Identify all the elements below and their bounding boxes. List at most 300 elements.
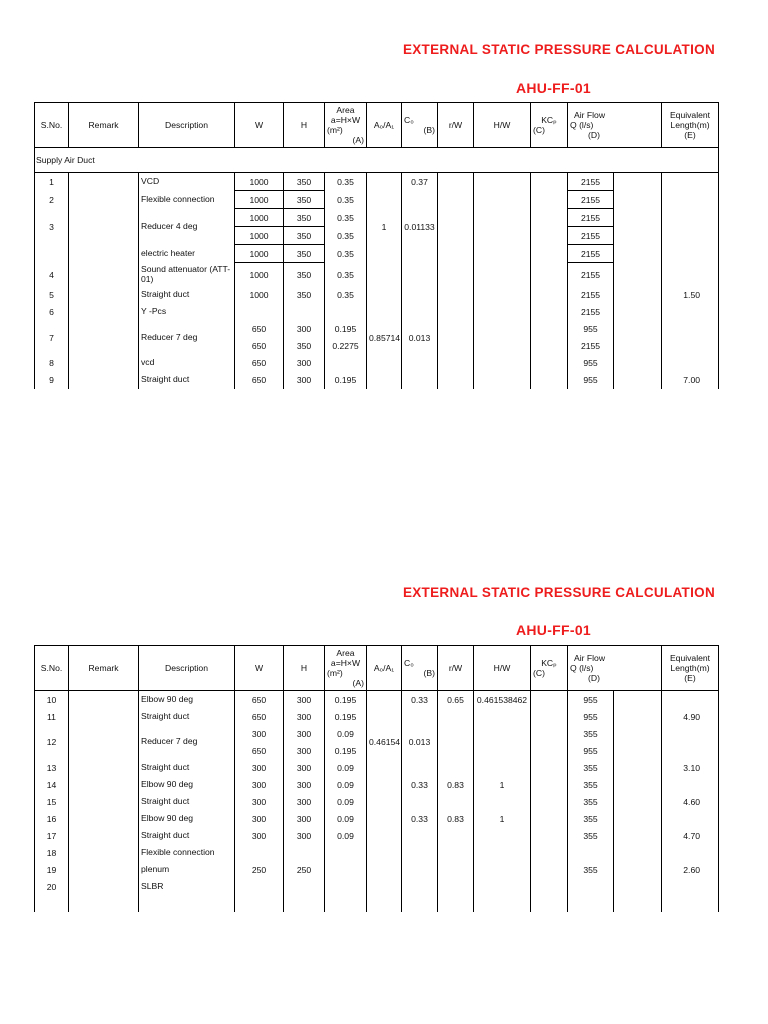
cell-ratio [367,173,402,191]
cell-rw [438,287,474,304]
cell-w: 300 [235,793,284,810]
cell-desc: vcd [139,355,235,372]
cell-eq [662,878,719,895]
cell-desc: Reducer 7 deg [139,321,235,355]
cell-co: 0.37 [402,173,438,191]
cell-h: 350 [284,287,325,304]
header-rw: r/W [438,646,474,691]
cell-h: 300 [284,372,325,389]
cell-blank [614,321,662,355]
cell-rw [438,793,474,810]
header-h: H [284,103,325,148]
cell-h: 300 [284,725,325,742]
header-co-1: C₀ [404,115,414,125]
cell-eq [662,691,719,709]
cell-remark [69,173,139,191]
cell-eq [662,304,719,321]
cell-sno: 13 [35,759,69,776]
cell-eq [662,263,719,287]
cell-desc: Straight duct [139,372,235,389]
cell-h: 250 [284,861,325,878]
cell-eq [662,209,719,245]
cell-eq [662,810,719,827]
cell-ratio [367,776,402,793]
cell-sno: 20 [35,878,69,895]
cell-remark [69,372,139,389]
table-row [35,173,719,191]
cell-q: 2155 [568,304,614,321]
cell-kc [531,209,568,245]
cell-desc: Flexible connection [139,844,235,861]
cell-kc [531,321,568,355]
cell-h [284,878,325,895]
cell-remark [69,861,139,878]
cell-q: 2155 [568,338,614,355]
cell-sno: 10 [35,691,69,709]
cell-area [325,878,367,895]
cell-w: 650 [235,691,284,709]
table-row [35,708,719,725]
cell-rw [438,895,474,912]
cell-rw: 0.83 [438,776,474,793]
cell-remark [69,191,139,209]
cell-hw: 1 [474,810,531,827]
cell-rw [438,304,474,321]
cell-blank [614,372,662,389]
cell-q: 955 [568,321,614,338]
header-kc [531,646,568,691]
cell-blank [614,878,662,895]
cell-q: 2155 [568,245,614,263]
cell-q: 2155 [568,209,614,227]
cell-eq [662,245,719,263]
cell-hw [474,191,531,209]
cell-area: 0.195 [325,691,367,709]
cell-desc: VCD [139,173,235,191]
cell-hw [474,245,531,263]
header-area-2: a=H×W [330,115,361,125]
cell-ratio [367,844,402,861]
header-area-3: (m²) [327,668,343,678]
cell-hw: 1 [474,776,531,793]
header-af-2: Q (l/s) [570,663,594,673]
cell-sno: 1 [35,173,69,191]
sheet-title: EXTERNAL STATIC PRESSURE CALCULATION [402,42,715,57]
cell-rw [438,844,474,861]
cell-h: 350 [284,173,325,191]
cell-desc: electric heater [139,245,235,263]
cell-q: 2155 [568,191,614,209]
header-co [402,103,438,148]
header-ratio: A₀/A₁ [367,103,402,148]
cell-rw [438,759,474,776]
cell-ratio: 1 [367,209,402,245]
cell-kc [531,725,568,759]
cell-w: 1000 [235,209,284,227]
header-airflow [568,646,662,691]
cell-blank [614,355,662,372]
table-row [35,304,719,321]
cell-sno: 11 [35,708,69,725]
cell-rw [438,191,474,209]
cell-w: 300 [235,725,284,742]
cell-area: 0.195 [325,708,367,725]
header-airflow [568,103,662,148]
cell-w: 650 [235,708,284,725]
table-row [35,263,719,287]
header-co-2: (B) [423,125,435,135]
section-row [35,148,719,173]
cell-remark [69,287,139,304]
cell-kc [531,827,568,844]
cell-kc [531,793,568,810]
cell-sno: 18 [35,844,69,861]
header-af-3: (D) [588,673,600,683]
header-co [402,646,438,691]
cell-q: 2155 [568,287,614,304]
header-eq-2: Length(m) [670,663,710,673]
cell-kc [531,173,568,191]
header-area-2: a=H×W [330,658,361,668]
cell-hw [474,861,531,878]
cell-ratio [367,708,402,725]
header-area-1: Area [336,648,355,658]
cell-desc: Reducer 4 deg [139,209,235,245]
cell-kc [531,372,568,389]
cell-rw [438,245,474,263]
cell-blank [614,708,662,725]
cell-kc [531,895,568,912]
cell-remark [69,304,139,321]
cell-kc [531,708,568,725]
cell-sno: 2 [35,191,69,209]
cell-q: 955 [568,708,614,725]
cell-desc: Straight duct [139,827,235,844]
cell-h: 300 [284,827,325,844]
cell-area [325,355,367,372]
cell-kc [531,355,568,372]
cell-hw [474,321,531,355]
cell-co: 0.013 [402,725,438,759]
cell-eq: 7.00 [662,372,719,389]
cell-sno: 15 [35,793,69,810]
cell-co: 0.33 [402,691,438,709]
cell-rw [438,263,474,287]
cell-q [568,844,614,861]
table-row [35,895,719,912]
cell-ratio: 0.46154 [367,725,402,759]
cell-kc [531,810,568,827]
cell-co [402,355,438,372]
table-row [35,844,719,861]
cell-kc [531,287,568,304]
cell-ratio [367,759,402,776]
cell-h: 300 [284,810,325,827]
cell-blank [614,263,662,287]
cell-h: 350 [284,338,325,355]
cell-kc [531,691,568,709]
cell-eq [662,895,719,912]
cell-w: 1000 [235,245,284,263]
header-kc-2: (C) [533,125,545,135]
table-row [35,861,719,878]
calc-table [34,102,719,389]
header-area [325,103,367,148]
cell-remark [69,810,139,827]
cell-rw [438,355,474,372]
cell-desc: Elbow 90 deg [139,691,235,709]
cell-hw [474,355,531,372]
cell-desc: Straight duct [139,793,235,810]
cell-q: 355 [568,759,614,776]
cell-hw [474,209,531,245]
cell-h [284,304,325,321]
cell-w: 1000 [235,173,284,191]
cell-hw [474,878,531,895]
cell-blank [614,759,662,776]
cell-hw [474,844,531,861]
cell-blank [614,776,662,793]
cell-eq [662,776,719,793]
cell-rw [438,861,474,878]
cell-desc: Y -Pcs [139,304,235,321]
header-eq-1: Equivalent [669,653,711,663]
cell-ratio [367,691,402,709]
cell-h [284,844,325,861]
cell-remark [69,725,139,759]
cell-sno: 4 [35,263,69,287]
cell-remark [69,793,139,810]
header-af-3: (D) [588,130,600,140]
cell-rw: 0.83 [438,810,474,827]
cell-h: 350 [284,191,325,209]
table-row [35,355,719,372]
table-row [35,209,719,227]
cell-rw [438,827,474,844]
cell-ratio [367,827,402,844]
cell-area: 0.09 [325,759,367,776]
cell-h: 350 [284,227,325,245]
cell-area [325,844,367,861]
cell-q: 2155 [568,263,614,287]
cell-co: 0.01133 [402,209,438,245]
cell-desc: plenum [139,861,235,878]
cell-co [402,861,438,878]
cell-area: 0.09 [325,725,367,742]
cell-area: 0.09 [325,793,367,810]
cell-desc: Straight duct [139,759,235,776]
cell-area [325,304,367,321]
cell-q: 355 [568,810,614,827]
header-row [35,103,719,148]
cell-co [402,191,438,209]
cell-remark [69,844,139,861]
cell-q: 355 [568,861,614,878]
table-row [35,793,719,810]
header-af-1: Air Flow [574,110,606,120]
cell-kc [531,861,568,878]
cell-eq: 4.60 [662,793,719,810]
cell-remark [69,708,139,725]
cell-h: 300 [284,708,325,725]
cell-co [402,759,438,776]
cell-area: 0.35 [325,245,367,263]
cell-eq [662,191,719,209]
header-w: W [235,646,284,691]
cell-hw [474,263,531,287]
cell-area: 0.35 [325,209,367,227]
cell-desc: Reducer 7 deg [139,725,235,759]
cell-h [284,895,325,912]
section-label: Supply Air Duct [35,148,719,173]
cell-rw [438,708,474,725]
cell-co: 0.013 [402,321,438,355]
header-eq-1: Equivalent [669,110,711,120]
cell-q [568,895,614,912]
cell-ratio [367,878,402,895]
cell-q [568,878,614,895]
cell-sno: 12 [35,725,69,759]
cell-h: 300 [284,759,325,776]
cell-q: 955 [568,742,614,759]
cell-kc [531,776,568,793]
cell-eq [662,355,719,372]
header-equivalent [662,646,719,691]
header-area [325,646,367,691]
cell-desc: SLBR [139,878,235,895]
cell-co [402,844,438,861]
cell-remark [69,895,139,912]
cell-w: 650 [235,742,284,759]
cell-ratio: 0.85714 [367,321,402,355]
cell-remark [69,759,139,776]
header-af-1: Air Flow [574,653,606,663]
cell-w: 650 [235,355,284,372]
cell-rw [438,321,474,355]
cell-rw [438,173,474,191]
header-eq-2: Length(m) [670,120,710,130]
cell-sno: 17 [35,827,69,844]
cell-q: 355 [568,793,614,810]
cell-hw [474,287,531,304]
cell-w: 650 [235,338,284,355]
cell-hw [474,793,531,810]
cell-w: 1000 [235,287,284,304]
cell-blank [614,793,662,810]
cell-blank [614,827,662,844]
cell-area: 0.35 [325,191,367,209]
cell-co: 0.33 [402,776,438,793]
cell-q: 955 [568,691,614,709]
cell-w: 1000 [235,191,284,209]
table-row [35,691,719,709]
cell-remark [69,691,139,709]
cell-kc [531,191,568,209]
cell-hw [474,895,531,912]
cell-w: 300 [235,776,284,793]
cell-rw [438,725,474,759]
cell-area: 0.195 [325,742,367,759]
cell-sno [35,245,69,263]
header-kc-1: KCₚ [541,658,557,668]
cell-blank [614,287,662,304]
header-rw: r/W [438,103,474,148]
header-row [35,646,719,691]
header-area-1: Area [336,105,355,115]
header-ratio: A₀/A₁ [367,646,402,691]
cell-co [402,287,438,304]
cell-blank [614,861,662,878]
cell-area [325,861,367,878]
cell-desc: Straight duct [139,708,235,725]
cell-eq: 2.60 [662,861,719,878]
table-row [35,372,719,389]
cell-hw [474,725,531,759]
cell-ratio [367,861,402,878]
cell-area: 0.35 [325,263,367,287]
header-equivalent [662,103,719,148]
cell-sno: 14 [35,776,69,793]
cell-w: 300 [235,759,284,776]
cell-eq [662,725,719,759]
cell-h: 300 [284,691,325,709]
cell-kc [531,878,568,895]
cell-sno: 6 [35,304,69,321]
header-eq-3: (E) [684,130,696,140]
cell-remark [69,827,139,844]
header-co-2: (B) [423,668,435,678]
cell-sno [35,895,69,912]
cell-ratio [367,793,402,810]
cell-rw [438,878,474,895]
header-area-4: (A) [352,135,364,145]
header-kc [531,103,568,148]
cell-area: 0.09 [325,810,367,827]
cell-desc: Sound attenuator (ATT-01) [139,263,235,287]
cell-w [235,895,284,912]
cell-kc [531,759,568,776]
header-area-4: (A) [352,678,364,688]
cell-eq: 3.10 [662,759,719,776]
cell-blank [614,895,662,912]
sheet-title-2: EXTERNAL STATIC PRESSURE CALCULATION [402,585,715,600]
unit-title-2: AHU-FF-01 [515,622,591,638]
table-row [35,827,719,844]
cell-eq [662,844,719,861]
cell-remark [69,263,139,287]
cell-desc: Straight duct [139,287,235,304]
cell-co [402,263,438,287]
cell-ratio [367,810,402,827]
cell-eq [662,321,719,355]
cell-q: 355 [568,725,614,742]
cell-remark [69,209,139,245]
cell-w: 300 [235,827,284,844]
cell-rw [438,372,474,389]
cell-h: 350 [284,209,325,227]
cell-area: 0.09 [325,776,367,793]
cell-h: 300 [284,793,325,810]
cell-blank [614,173,662,191]
table-row [35,245,719,263]
table-row [35,776,719,793]
cell-hw [474,173,531,191]
cell-q: 355 [568,776,614,793]
cell-q: 955 [568,355,614,372]
header-af-2: Q (l/s) [570,120,594,130]
cell-co [402,372,438,389]
cell-w: 650 [235,372,284,389]
